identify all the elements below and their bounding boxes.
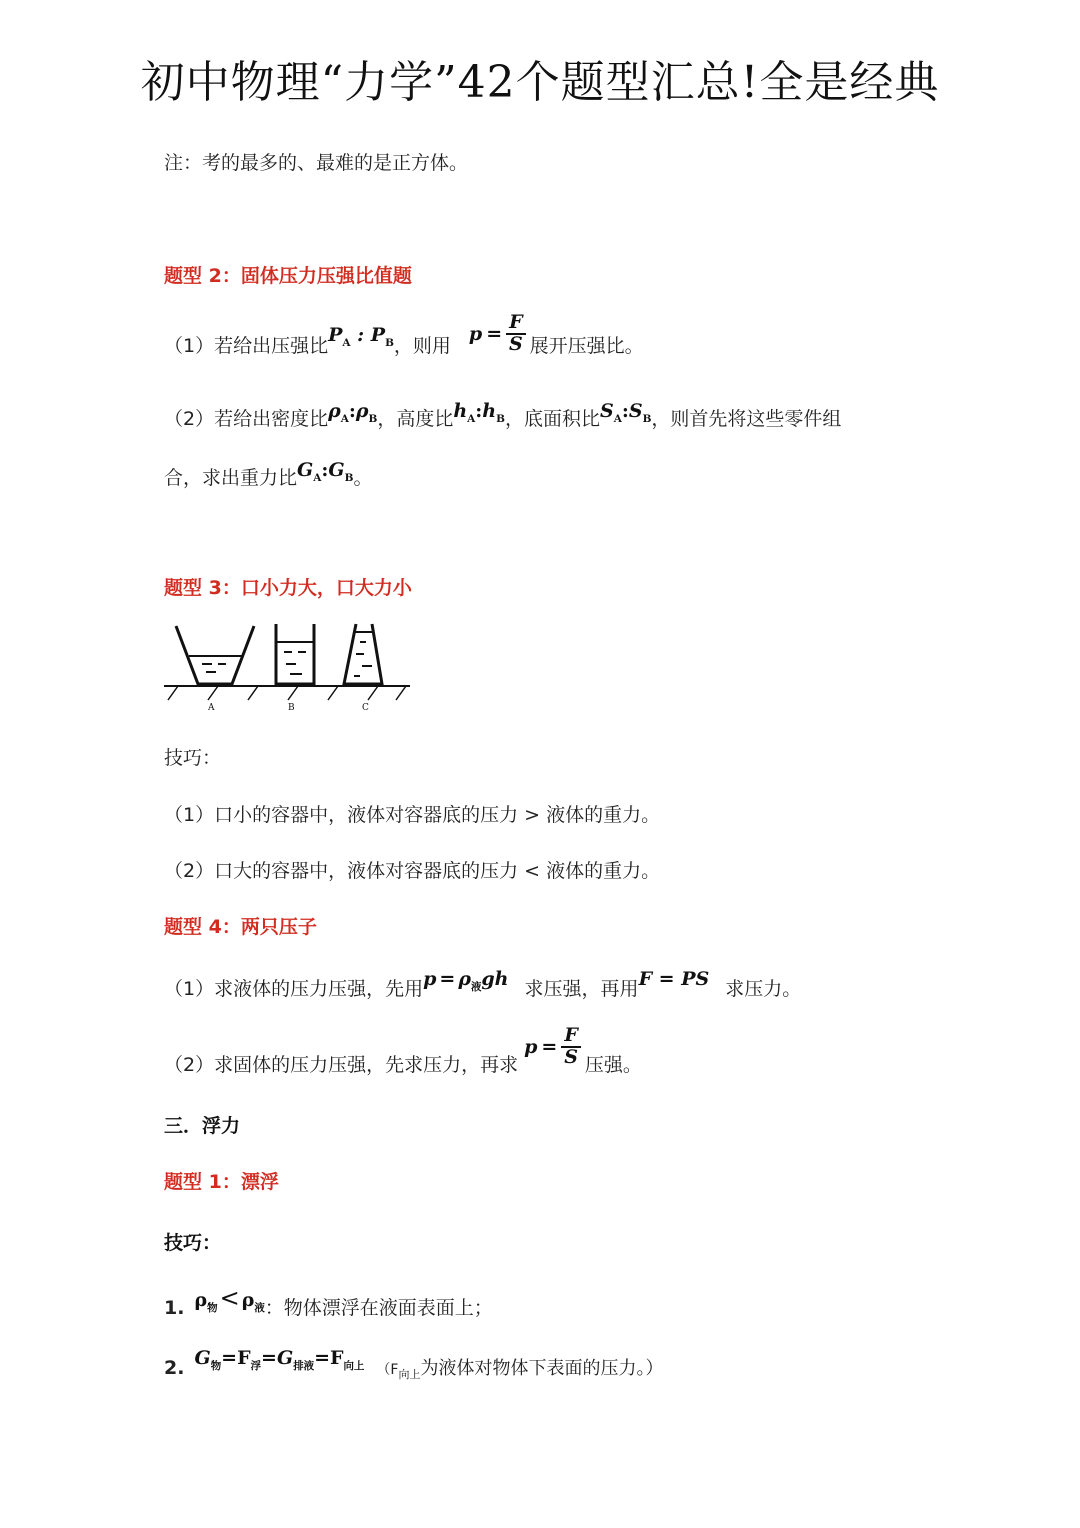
section-heading-float: 题型 1：漂浮 [164,1171,279,1193]
q4-line-1 [164,968,802,1003]
float-item-2-number: 2. [164,1357,185,1379]
q2-line-2-text-a: （2）若给出密度比 [164,408,329,430]
q2-line-2-text-b: ，高度比 [377,408,454,430]
float-item-2: 2. $G_物=F_浮=G_{排液}=F_{向上}$ （$F_{向上}$为液体对物体下表面的压力。） [164,1347,664,1381]
q2-line-2-text-c: ，底面积比 [504,408,600,430]
q4-line-1-text-b: 求压强，再用 [524,978,639,1000]
formula-floating-balance: $G_物=F_浮=G_{排液}=F_{向上}$ [194,1347,365,1372]
note-text: 注：考的最多的、最难的是正方体。 [164,152,469,174]
container-diagram [160,618,412,714]
figure-label-a: A [208,703,215,713]
formula-density-ratio: $\rho_A:\rho_B$ [328,400,378,425]
float-item-2-note: （$F_{向上}$ [376,1362,421,1381]
figure-label-c: C [362,703,369,713]
q2-line-1-text-b: ，则用 [393,334,451,357]
formula-rho-obj-lt-rho-liq: $\rho_物< \rho_液$ [194,1284,265,1314]
q2-line-1-text-a: （1）若给出压强比 [164,334,329,357]
section-heading-q3: 题型 3：口小力大，口大力小 [164,577,412,599]
float-item-1 [164,1284,493,1322]
formula-p-rho-g-h: $p = \rho_液gh$ [423,968,509,993]
q4-line-2-text-a: （2）求固体的压力压强，先求压力，再求 [164,1054,519,1076]
formula-p-equals-f-over-s: p = $\frac{F}{S}$ [469,313,526,355]
formula-f-equals-ps: F = PS [638,968,710,990]
float-item-1-number: 1. [164,1297,185,1319]
q3-tips-label: 技巧： [164,747,222,769]
q3-tip-2: （2）口大的容器中，液体对容器底的压力 < 液体的重力。 [164,860,661,882]
q4-line-1-text-a: （1）求液体的压力压强，先用 [164,978,424,1000]
q2-line-3-text-b: 。 [353,467,373,489]
q4-line-2-text-b: 压强。 [584,1054,642,1076]
page-title: 初中物理“力学”42个题型汇总!全是经典 [140,57,940,108]
formula-height-ratio: $h_A:h_B$ [453,400,505,425]
q3-tip-1: （1）口小的容器中，液体对容器底的压力 > 液体的重力。 [164,804,661,826]
q2-line-1-text-c: 展开压强比。 [529,334,644,357]
q2-line-3 [164,459,373,492]
float-item-1-text: ：物体漂浮在液面表面上； [264,1297,493,1319]
formula-pressure-ratio: $P_A$ : $P_B$ [328,323,394,349]
formula-weight-ratio: $G_A:G_B$ [297,459,354,484]
section-heading-buoyancy: 三．浮力 [164,1115,241,1137]
q4-line-2 [164,1018,642,1082]
section-heading-q2: 题型 2：固体压力压强比值题 [164,265,412,287]
q2-line-3-text-a: 合，求出重力比 [164,467,298,489]
q2-line-1 [164,312,644,376]
q4-line-1-text-c: 求压力。 [725,978,802,1000]
formula-area-ratio: $S_A:S_B$ [599,400,652,425]
q2-line-2-text-d: ，则首先将这些零件组 [651,408,842,430]
float-tips-label: 技巧： [164,1232,222,1254]
q2-line-2 [164,400,842,433]
section-heading-q4: 题型 4：两只压子 [164,916,317,938]
figure-label-b: B [288,703,295,713]
formula-p-equals-f-over-s-2: p = $\frac{F}{S}$ [524,1026,581,1068]
